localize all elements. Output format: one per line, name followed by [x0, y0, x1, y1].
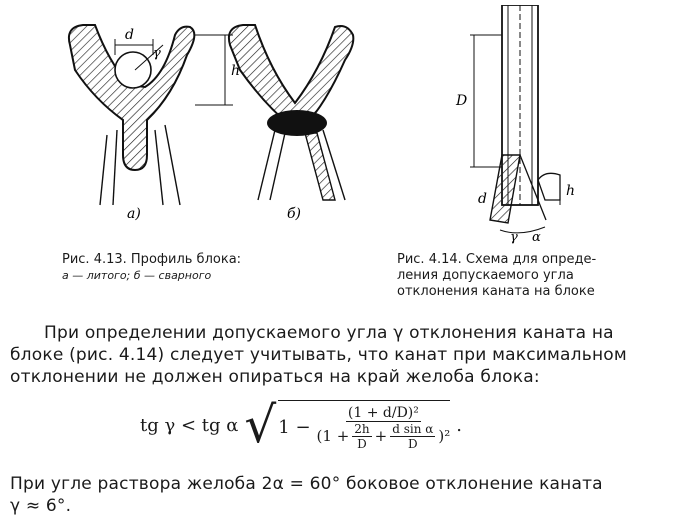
label-d: d — [125, 27, 134, 43]
main-fraction — [317, 405, 451, 451]
profile-welded-b — [229, 25, 353, 222]
figure-4-13 — [55, 15, 375, 230]
figure-4-14 — [450, 5, 590, 245]
para2-line-2: γ ≈ 6°. — [10, 496, 72, 516]
para1-line-2: блоке (рис. 4.14) следует учитывать, что канат при максимальном — [10, 345, 627, 365]
radicand — [278, 400, 450, 451]
main-denominator — [317, 422, 451, 451]
caption-fig-4-14 — [397, 252, 667, 300]
sqrt-sign: √ — [244, 396, 277, 454]
label-alpha-414: α — [532, 230, 541, 245]
frac-D1: D — [357, 436, 367, 451]
frac-2h: 2h — [354, 421, 370, 436]
frac-dsina: d sin α — [392, 421, 434, 436]
main-numerator: (1 + d/D)² — [347, 404, 419, 421]
formula-lhs: tg γ < tg α — [140, 414, 239, 436]
rope-circle — [115, 52, 151, 88]
label-D: D — [456, 93, 468, 109]
label-b: б) — [287, 206, 302, 222]
frac-2h-D — [352, 422, 371, 451]
label-h: h — [231, 63, 241, 79]
formula — [140, 392, 462, 458]
caption-fig-4-13 — [62, 252, 241, 284]
den-close: )² — [438, 427, 451, 445]
paragraph-1 — [10, 322, 690, 388]
label-d-414: d — [478, 191, 487, 207]
label-a: а) — [127, 206, 141, 222]
den-open: (1 + — [316, 427, 350, 445]
formula-one: 1 − — [278, 417, 311, 438]
para1-line-3: отклонении не должен опираться на край желоба блока: — [10, 367, 540, 387]
caption-title: Рис. 4.13. Профиль блока: — [62, 252, 242, 267]
frac-D2: D — [407, 436, 418, 451]
weld-seam — [267, 110, 327, 136]
label-h-414: h — [566, 183, 576, 199]
paragraph-2 — [10, 473, 690, 517]
caption-line-3: отклонения каната на блоке — [397, 284, 595, 299]
para1-line-1: При определении допускаемого угла γ отклонения каната на — [44, 323, 614, 343]
label-gamma: γ — [153, 46, 161, 61]
caption-line-1: Рис. 4.14. Схема для опреде- — [397, 252, 597, 267]
den-plus: + — [374, 427, 388, 445]
formula-dot: . — [456, 414, 462, 436]
caption-line-2: ления допускаемого угла — [397, 268, 574, 283]
para2-line-1: При угле раствора желоба 2α = 60° боковое отклонение каната — [10, 474, 603, 494]
label-gamma-414: γ — [510, 230, 518, 245]
caption-subtitle: а — литого; б — сварного — [62, 269, 212, 282]
profile-cast-a — [69, 25, 240, 222]
frac-dsina-D — [390, 422, 435, 451]
